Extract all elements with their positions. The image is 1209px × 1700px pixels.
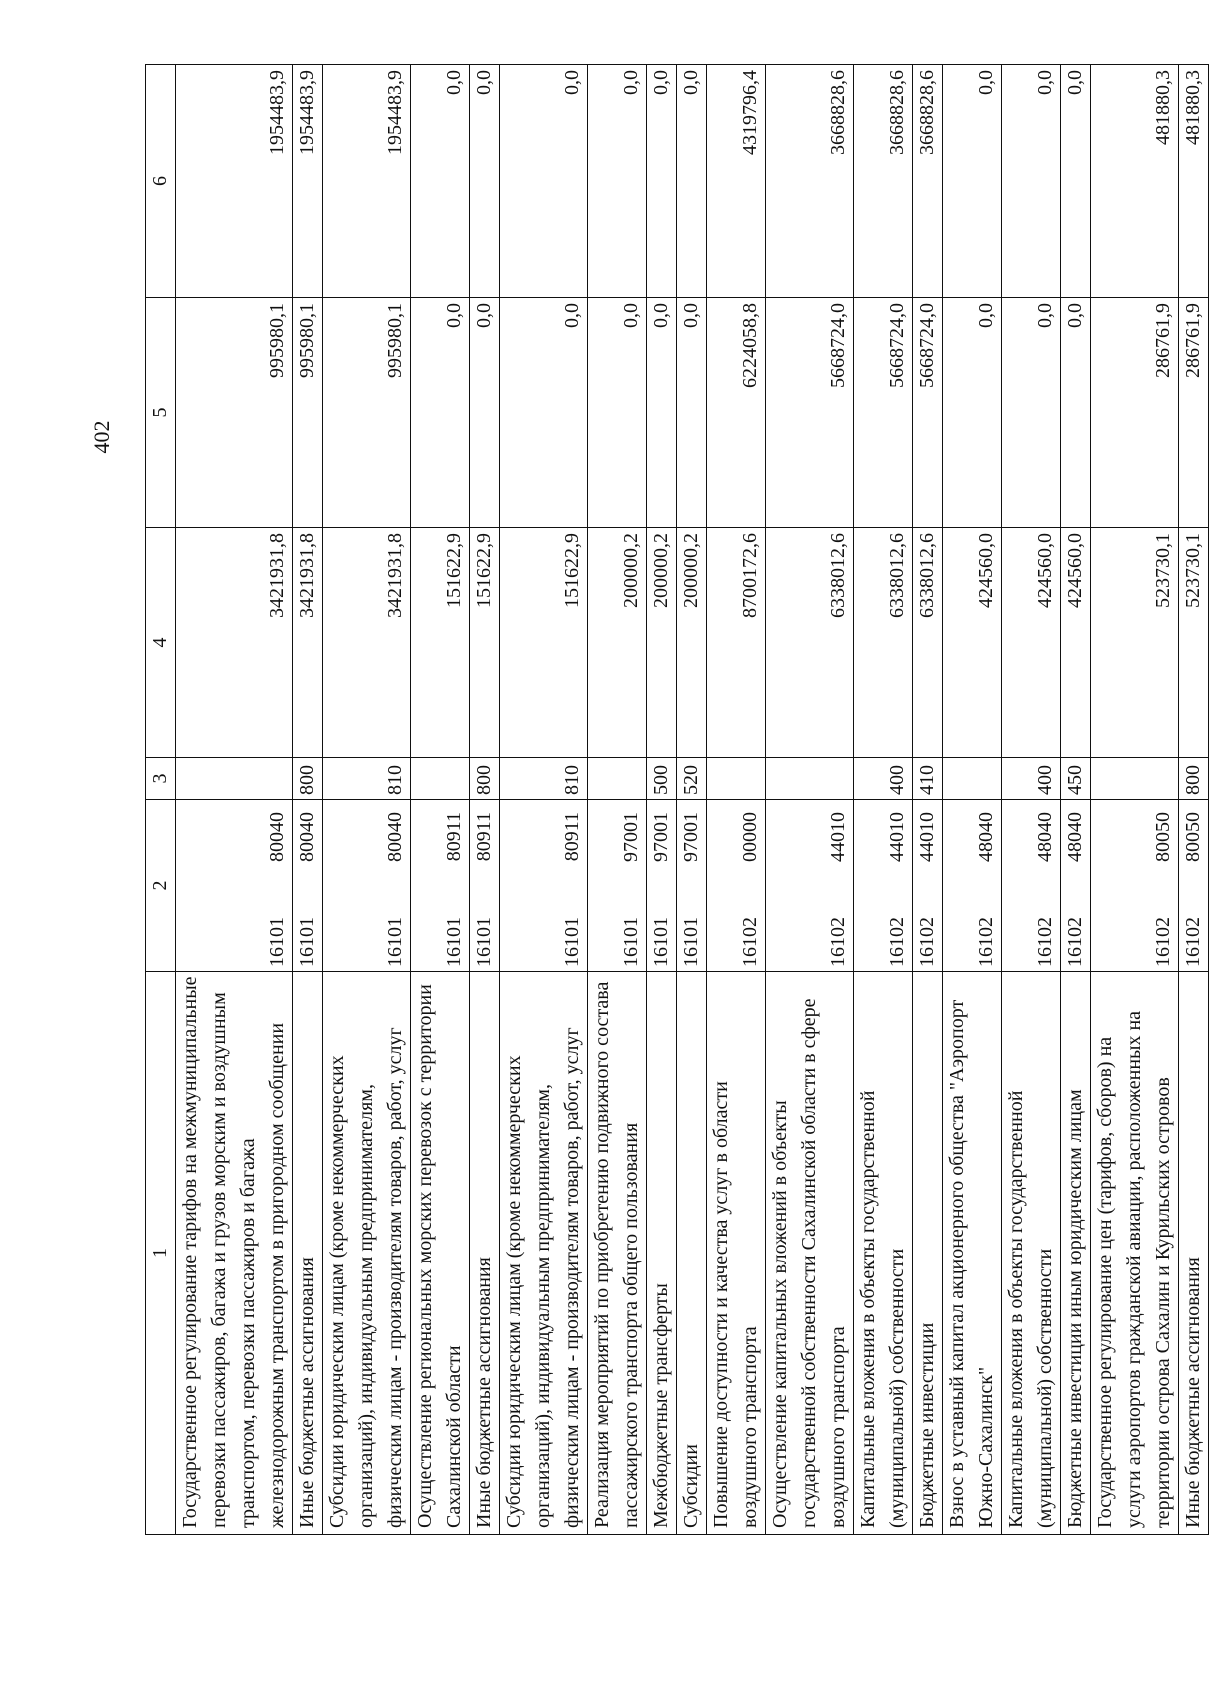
program-code: 16102 [916,917,938,967]
amount-col6: 1954483,9 [323,65,411,298]
amount-col5: 0,0 [647,298,677,528]
table-row [588,65,647,1535]
expense-type-cell: 800 [293,758,323,800]
amount-col6: 0,0 [647,65,677,298]
direction-code: 00000 [739,812,761,862]
amount-col4: 424560,0 [943,528,1002,758]
expense-type-cell: 800 [470,758,500,800]
amount-col6: 0,0 [411,65,470,298]
expense-type-cell [1091,758,1179,800]
amount-col6: 4319796,4 [707,65,766,298]
amount-col5: 0,0 [677,298,707,528]
program-code: 16101 [473,917,495,967]
amount-col6: 1954483,9 [176,65,293,298]
row-name-cell: Государственное регулирование тарифов на межмуниципальные перевозки пассажиров, багажа и грузов морским и воздушным транспортом, перевозки пассажиров и багажа железнодорожным транспортом в пригородном сообщении [176,972,293,1535]
row-code-cell [1002,800,1061,972]
direction-code: 44010 [827,812,849,862]
budget-table-rotated [145,65,1204,1535]
expense-type-cell: 400 [1002,758,1061,800]
row-name-cell: Бюджетные инвестиции иным юридическим лицам [1061,972,1091,1535]
amount-col4: 424560,0 [1061,528,1091,758]
amount-col6: 0,0 [943,65,1002,298]
table-row [411,65,470,1535]
program-code: 16101 [266,917,288,967]
direction-code: 97001 [680,812,702,862]
amount-col4: 6338012,6 [913,528,943,758]
amount-col6: 0,0 [1002,65,1061,298]
program-code: 16102 [1034,917,1056,967]
direction-code: 97001 [620,812,642,862]
row-name-cell: Иные бюджетные ассигнования [293,972,323,1535]
amount-col5: 5668724,0 [913,298,943,528]
amount-col4: 6338012,6 [854,528,913,758]
expense-type-cell: 800 [1179,758,1209,800]
amount-col4: 151622,9 [500,528,588,758]
row-code-cell [1061,800,1091,972]
expense-type-cell [588,758,647,800]
amount-col5: 0,0 [943,298,1002,528]
expense-type-cell: 810 [500,758,588,800]
amount-col4: 8700172,6 [707,528,766,758]
row-code-cell [470,800,500,972]
amount-col5: 0,0 [411,298,470,528]
expense-type-cell: 410 [913,758,943,800]
amount-col6: 0,0 [588,65,647,298]
amount-col5: 995980,1 [293,298,323,528]
header-cell: 3 [146,758,176,800]
amount-col6: 481880,3 [1179,65,1209,298]
amount-col4: 6338012,6 [766,528,854,758]
budget-table [145,64,1209,1535]
program-code: 16101 [680,917,702,967]
direction-code: 80911 [561,812,583,862]
row-name-cell: Осуществление региональных морских перевозок с территории Сахалинской области [411,972,470,1535]
row-name-cell: Бюджетные инвестиции [913,972,943,1535]
program-code: 16101 [620,917,642,967]
row-name-cell: Капитальные вложения в объекты государственной (муниципальной) собственности [1002,972,1061,1535]
direction-code: 80040 [266,812,288,862]
row-code-cell [588,800,647,972]
program-code: 16102 [1152,917,1174,967]
row-name-cell: Иные бюджетные ассигнования [1179,972,1209,1535]
row-code-cell [707,800,766,972]
expense-type-cell [176,758,293,800]
amount-col4: 200000,2 [588,528,647,758]
amount-col4: 151622,9 [411,528,470,758]
row-code-cell [323,800,411,972]
amount-col5: 0,0 [1002,298,1061,528]
header-row [146,65,176,1535]
row-code-cell [854,800,913,972]
table-row [1061,65,1091,1535]
direction-code: 44010 [886,812,908,862]
amount-col5: 0,0 [470,298,500,528]
table-row [707,65,766,1535]
expense-type-cell [766,758,854,800]
row-code-cell [176,800,293,972]
header-cell: 1 [146,972,176,1535]
amount-col4: 151622,9 [470,528,500,758]
row-name-cell: Иные бюджетные ассигнования [470,972,500,1535]
amount-col6: 0,0 [470,65,500,298]
row-code-cell [943,800,1002,972]
expense-type-cell [943,758,1002,800]
amount-col4: 3421931,8 [176,528,293,758]
direction-code: 48040 [1064,812,1086,862]
row-code-cell [677,800,707,972]
direction-code: 80040 [296,812,318,862]
row-name-cell: Взнос в уставный капитал акционерного общества "Аэропорт Южно-Сахалинск" [943,972,1002,1535]
row-name-cell: Реализация мероприятий по приобретению подвижного состава пассажирского транспорта общего пользования [588,972,647,1535]
program-code: 16102 [827,917,849,967]
amount-col5: 0,0 [588,298,647,528]
program-code: 16101 [296,917,318,967]
table-row [677,65,707,1535]
row-name-cell: Повышение доступности и качества услуг в области воздушного транспорта [707,972,766,1535]
program-code: 16101 [384,917,406,967]
header-cell: 4 [146,528,176,758]
amount-col4: 3421931,8 [323,528,411,758]
table-row [913,65,943,1535]
amount-col4: 3421931,8 [293,528,323,758]
amount-col5: 0,0 [500,298,588,528]
direction-code: 97001 [650,812,672,862]
table-row [470,65,500,1535]
row-code-cell [766,800,854,972]
expense-type-cell: 450 [1061,758,1091,800]
direction-code: 80050 [1152,812,1174,862]
amount-col4: 523730,1 [1179,528,1209,758]
program-code: 16102 [886,917,908,967]
table-row [323,65,411,1535]
expense-type-cell: 520 [677,758,707,800]
expense-type-cell [411,758,470,800]
amount-col4: 523730,1 [1091,528,1179,758]
row-code-cell [293,800,323,972]
direction-code: 80911 [443,812,465,862]
program-code: 16101 [443,917,465,967]
amount-col5: 995980,1 [176,298,293,528]
direction-code: 48040 [1034,812,1056,862]
amount-col4: 200000,2 [677,528,707,758]
program-code: 16102 [1064,917,1086,967]
program-code: 16101 [561,917,583,967]
program-code: 16101 [650,917,672,967]
row-code-cell [913,800,943,972]
amount-col6: 1954483,9 [293,65,323,298]
table-row [854,65,913,1535]
program-code: 16102 [975,917,997,967]
table-row [1179,65,1209,1535]
row-code-cell [500,800,588,972]
amount-col6: 3668828,6 [854,65,913,298]
amount-col5: 286761,9 [1179,298,1209,528]
expense-type-cell: 500 [647,758,677,800]
amount-col6: 0,0 [677,65,707,298]
header-cell: 2 [146,800,176,972]
amount-col5: 286761,9 [1091,298,1179,528]
row-code-cell [1179,800,1209,972]
row-name-cell: Субсидии [677,972,707,1535]
amount-col6: 3668828,6 [913,65,943,298]
amount-col6: 3668828,6 [766,65,854,298]
direction-code: 80050 [1182,812,1204,862]
amount-col5: 5668724,0 [766,298,854,528]
row-name-cell: Осуществление капитальных вложений в объекты государственной собственности Сахалинской области в сфере воздушного транспорта [766,972,854,1535]
expense-type-cell: 810 [323,758,411,800]
header-cell: 6 [146,65,176,298]
amount-col5: 0,0 [1061,298,1091,528]
table-row [766,65,854,1535]
amount-col6: 481880,3 [1091,65,1179,298]
row-code-cell [411,800,470,972]
program-code: 16102 [1182,917,1204,967]
amount-col5: 6224058,8 [707,298,766,528]
expense-type-cell [707,758,766,800]
amount-col5: 5668724,0 [854,298,913,528]
row-name-cell: Субсидии юридическим лицам (кроме некоммерческих организаций), индивидуальным предпринимателям, физическим лицам - производителям товаров, работ, услуг [323,972,411,1535]
table-row [647,65,677,1535]
table-row [500,65,588,1535]
amount-col6: 0,0 [500,65,588,298]
direction-code: 80040 [384,812,406,862]
amount-col4: 200000,2 [647,528,677,758]
row-name-cell: Капитальные вложения в объекты государственной (муниципальной) собственности [854,972,913,1535]
row-name-cell: Межбюджетные трансферты [647,972,677,1535]
amount-col6: 0,0 [1061,65,1091,298]
direction-code: 48040 [975,812,997,862]
table-row [1002,65,1061,1535]
table-row [1091,65,1179,1535]
expense-type-cell: 400 [854,758,913,800]
program-code: 16102 [739,917,761,967]
amount-col5: 995980,1 [323,298,411,528]
row-name-cell: Субсидии юридическим лицам (кроме некоммерческих организаций), индивидуальным предпринимателям, физическим лицам - производителям товаров, работ, услуг [500,972,588,1535]
table-row [943,65,1002,1535]
header-cell: 5 [146,298,176,528]
row-name-cell: Государственное регулирование цен (тарифов, сборов) на услуги аэропортов гражданской авиации, расположенных на территории острова Сахалин и Курильских островов [1091,972,1179,1535]
table-row [176,65,293,1535]
table-row [293,65,323,1535]
row-code-cell [1091,800,1179,972]
direction-code: 80911 [473,812,495,862]
amount-col4: 424560,0 [1002,528,1061,758]
row-code-cell [647,800,677,972]
page-number: 402 [89,420,114,454]
direction-code: 44010 [916,812,938,862]
